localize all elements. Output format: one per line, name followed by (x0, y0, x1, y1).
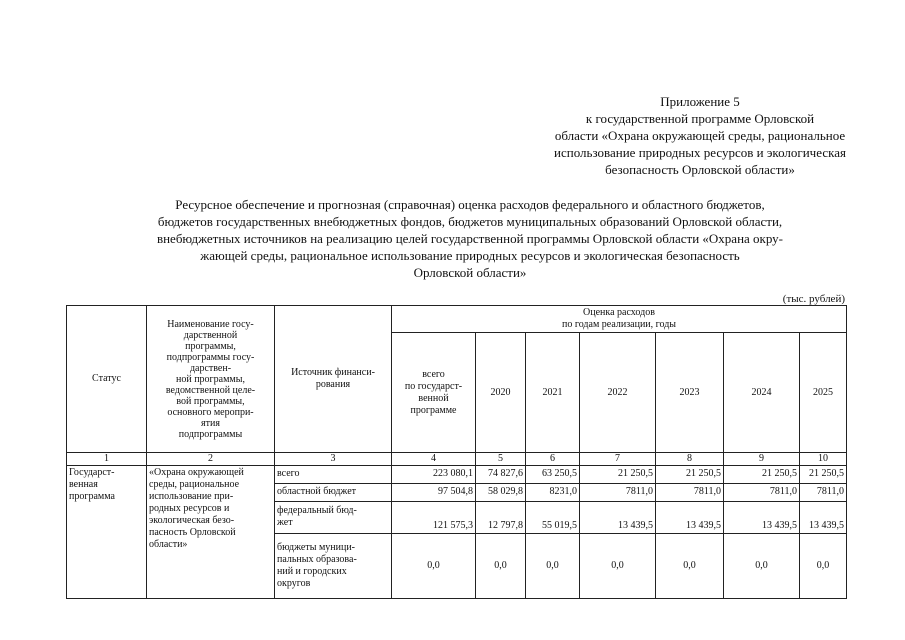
appendix-line: безопасность Орловской области» (605, 162, 795, 177)
column-number-row (67, 453, 847, 466)
header-year-2024: 2024 (724, 333, 800, 453)
value-cell: 21 250,5 (800, 466, 847, 484)
header-year-2020: 2020 (476, 333, 526, 453)
value-cell: 7811,0 (580, 483, 656, 501)
header-year-2023: 2023 (656, 333, 724, 453)
column-number: 4 (392, 453, 476, 466)
header-year-2021: 2021 (526, 333, 580, 453)
value-cell: 74 827,6 (476, 466, 526, 484)
value-cell: 12 797,8 (476, 501, 526, 533)
table-row (67, 466, 847, 484)
column-number: 2 (147, 453, 275, 466)
source-cell: областной бюджет (275, 483, 392, 501)
value-cell: 97 504,8 (392, 483, 476, 501)
value-cell: 21 250,5 (724, 466, 800, 484)
title-line: бюджетов государственных внебюджетных фондов, бюджетов муниципальных образований Орловской области, (157, 214, 783, 229)
header-status: Статус (67, 306, 147, 453)
value-cell: 13 439,5 (580, 501, 656, 533)
header-year-2022: 2022 (580, 333, 656, 453)
value-cell: 58 029,8 (476, 483, 526, 501)
value-cell: 0,0 (392, 534, 476, 599)
appendix-line: области «Охрана окружающей среды, рациональное (554, 128, 846, 143)
value-cell: 0,0 (476, 534, 526, 599)
value-cell: 8231,0 (526, 483, 580, 501)
source-cell: федеральный бюд- жет (275, 501, 392, 533)
header-total: всего по государст- венной программе (392, 333, 476, 453)
value-cell: 55 019,5 (526, 501, 580, 533)
title-line: Ресурсное обеспечение и прогнозная (справочная) оценка расходов федерального и областного бюджетов, (175, 197, 765, 212)
value-cell: 21 250,5 (656, 466, 724, 484)
document-title (100, 196, 840, 281)
value-cell: 0,0 (580, 534, 656, 599)
value-cell: 0,0 (526, 534, 580, 599)
header-source: Источник финанси- рования (275, 306, 392, 453)
value-cell: 13 439,5 (724, 501, 800, 533)
column-number: 10 (800, 453, 847, 466)
title-line: внебюджетных источников на реализацию целей государственной программы Орловской области «Охрана окру- (156, 231, 784, 246)
value-cell: 121 575,3 (392, 501, 476, 533)
column-number: 3 (275, 453, 392, 466)
title-line: Орловской области» (413, 265, 527, 280)
header-year-2025: 2025 (800, 333, 847, 453)
appendix-line: Приложение 5 (660, 94, 740, 109)
value-cell: 7811,0 (656, 483, 724, 501)
value-cell: 21 250,5 (580, 466, 656, 484)
value-cell: 7811,0 (724, 483, 800, 501)
header-row (67, 306, 847, 333)
header-estimate: Оценка расходов по годам реализации, годы (392, 306, 847, 333)
appendix-line: использование природных ресурсов и экологическая (554, 145, 846, 160)
units-label: (тыс. рублей) (782, 293, 845, 305)
value-cell: 13 439,5 (656, 501, 724, 533)
source-cell: бюджеты муници- пальных образова- ний и городских округов (275, 534, 392, 599)
column-number: 6 (526, 453, 580, 466)
value-cell: 63 250,5 (526, 466, 580, 484)
program-name-cell: «Охрана окружающей среды, рациональное использование при- родных ресурсов и экологическая безо- пасность Орловской области» (147, 466, 275, 599)
value-cell: 13 439,5 (800, 501, 847, 533)
value-cell: 0,0 (800, 534, 847, 599)
source-cell: всего (275, 466, 392, 484)
column-number: 9 (724, 453, 800, 466)
appendix-line: к государственной программе Орловской (585, 111, 815, 126)
value-cell: 223 080,1 (392, 466, 476, 484)
header-name: Наименование госу- дарственной программы, подпрограммы госу- дарствен- ной программы, ведомственной целе- вой программы, основного меропри- ятия подпрограммы (147, 306, 275, 453)
title-line: жающей среды, рациональное использование природных ресурсов и экологическая безопасность (200, 248, 740, 263)
appendix-header (520, 93, 880, 178)
value-cell: 0,0 (656, 534, 724, 599)
budget-table (66, 305, 847, 599)
value-cell: 7811,0 (800, 483, 847, 501)
column-number: 5 (476, 453, 526, 466)
column-number: 7 (580, 453, 656, 466)
column-number: 8 (656, 453, 724, 466)
value-cell: 0,0 (724, 534, 800, 599)
column-number: 1 (67, 453, 147, 466)
status-cell: Государст- венная программа (67, 466, 147, 599)
